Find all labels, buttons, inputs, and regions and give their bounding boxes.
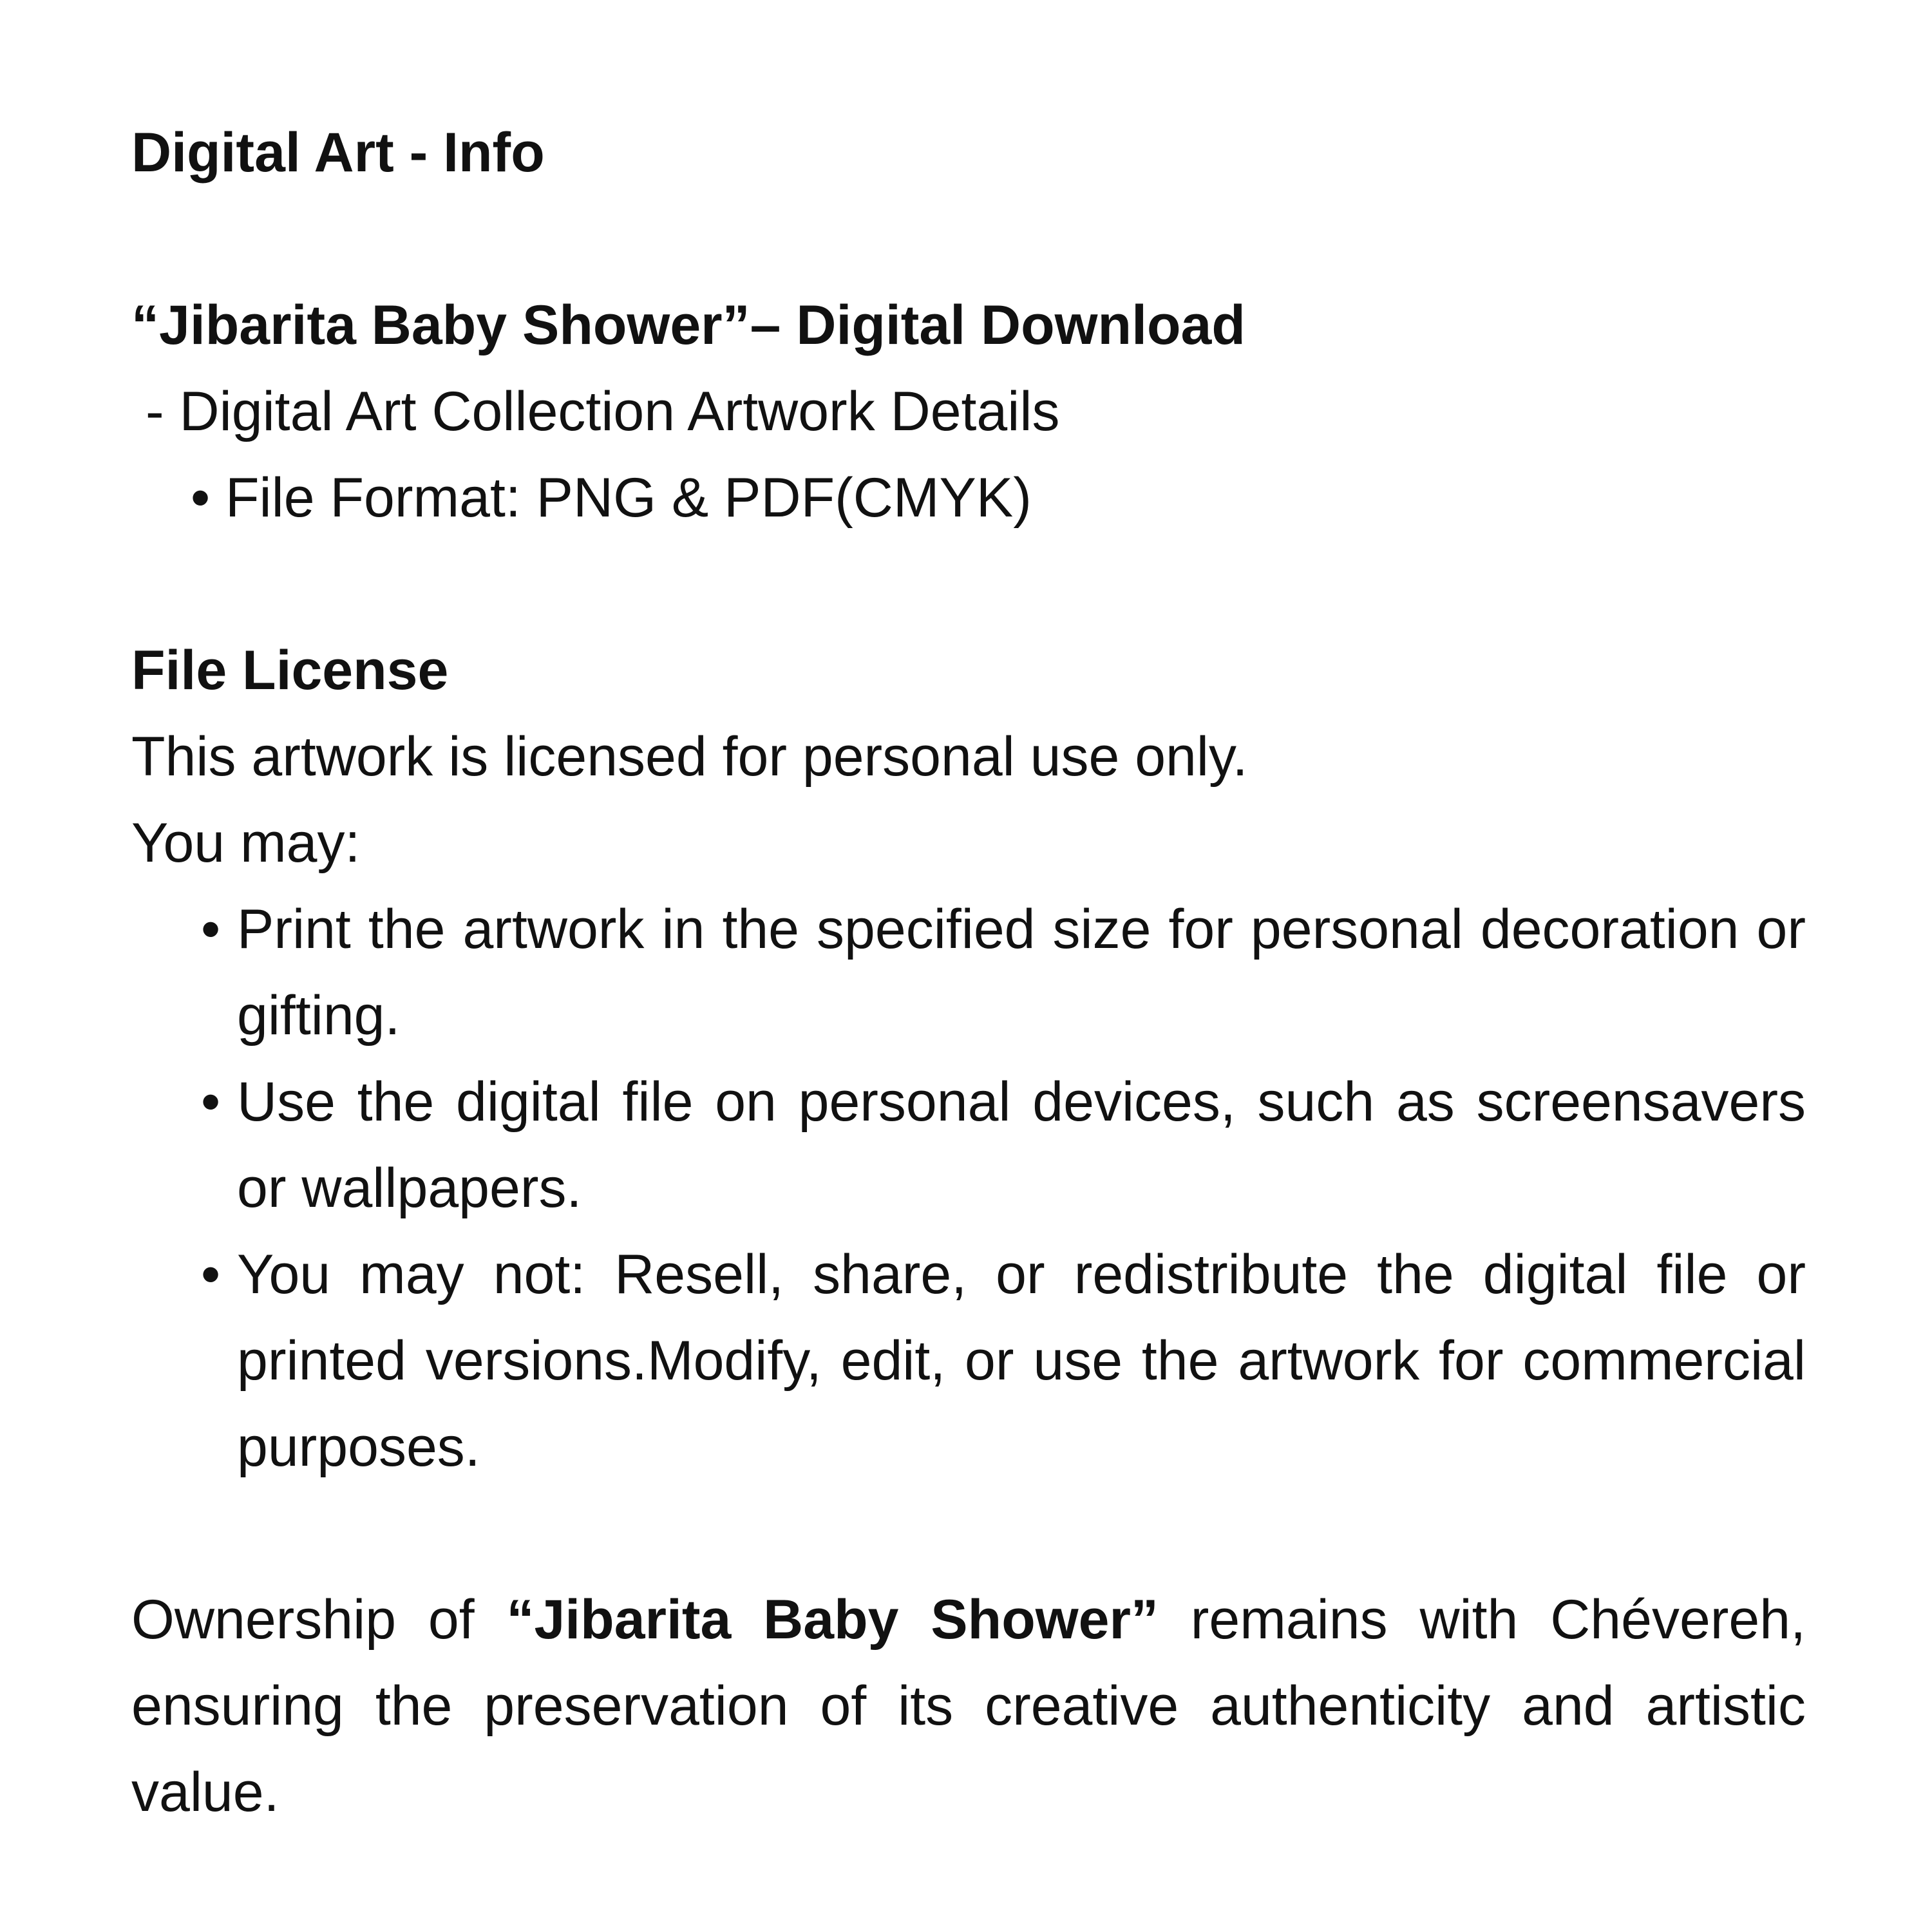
spacer	[131, 541, 1806, 627]
list-item	[131, 1231, 1806, 1490]
list-item-text: You may not: Resell, share, or redistribute the digital file or printed versions.Modify, edit, or use the artwork for commercial purposes.	[237, 1244, 1806, 1478]
bullet-icon: •	[201, 1071, 221, 1133]
file-format-line: • File Format: PNG & PDF(CMYK)	[191, 467, 1032, 529]
bullet-icon: •	[201, 1244, 221, 1305]
license-heading: File License	[131, 639, 449, 701]
spacer	[131, 1490, 1806, 1577]
list-item	[131, 886, 1806, 1059]
product-subtitle: - Digital Art Collection Artwork Details	[146, 381, 1060, 442]
list-item-text: Use the digital file on personal devices, such as screensavers or wallpapers.	[237, 1071, 1806, 1219]
document-page	[131, 109, 1806, 1835]
product-title: “Jibarita Baby Shower”– Digital Download	[131, 294, 1245, 356]
license-intro: This artwork is licensed for personal use only.	[131, 726, 1248, 788]
ownership-artwork-name: “Jibarita Baby Shower”	[506, 1589, 1159, 1651]
license-bullet-list	[131, 886, 1806, 1490]
ownership-paragraph	[131, 1577, 1806, 1835]
spacer	[131, 196, 1806, 282]
list-item	[131, 1059, 1806, 1231]
ownership-prefix: Ownership of	[131, 1589, 507, 1651]
you-may-label: You may:	[131, 812, 361, 874]
page-title: Digital Art - Info	[131, 122, 545, 184]
ownership-suffix: remains with Chévereh, ensuring the preservation of its creative authenticity and artistic value.	[131, 1589, 1806, 1823]
list-item-text: Print the artwork in the specified size for personal decoration or gifting.	[237, 898, 1806, 1046]
bullet-icon: •	[201, 898, 221, 960]
